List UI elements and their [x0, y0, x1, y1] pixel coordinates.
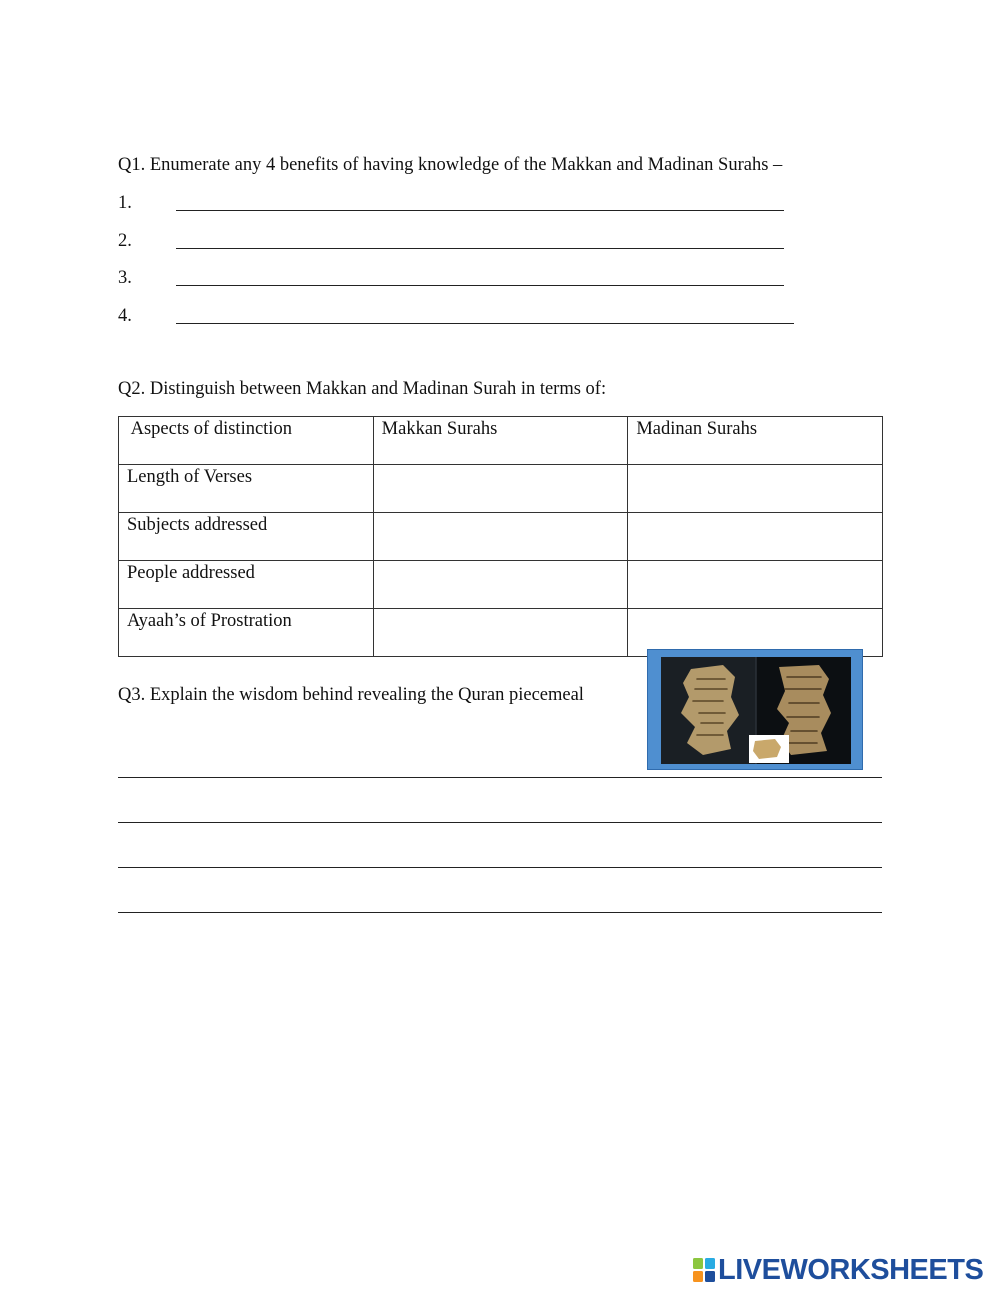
q1-answer-line-2[interactable] [176, 248, 784, 249]
q3-answer-line-2[interactable] [118, 822, 882, 823]
q2-prompt: Q2. Distinguish between Makkan and Madinan Surah in terms of: [118, 379, 607, 399]
manuscript-image [647, 649, 863, 770]
answer-cell-makkan[interactable] [373, 465, 628, 513]
answer-cell-madinan[interactable] [628, 513, 883, 561]
q1-item-number-4: 4. [118, 306, 132, 326]
row-label-prostration: Ayaah’s of Prostration [119, 609, 374, 657]
q3-answer-line-4[interactable] [118, 912, 882, 913]
q3-answer-line-3[interactable] [118, 867, 882, 868]
liveworksheets-logo-text: LIVEWORKSHEETS [718, 1253, 984, 1286]
header-aspects: Aspects of distinction [119, 417, 374, 465]
table-row [119, 561, 883, 609]
table-row [119, 513, 883, 561]
answer-cell-madinan[interactable] [628, 465, 883, 513]
q1-answer-line-1[interactable] [176, 210, 784, 211]
table-row [119, 465, 883, 513]
header-madinan: Madinan Surahs [628, 417, 883, 465]
q1-prompt: Q1. Enumerate any 4 benefits of having knowledge of the Makkan and Madinan Surahs – [118, 155, 783, 175]
liveworksheets-logo [693, 1255, 983, 1285]
q1-answer-line-4[interactable] [176, 323, 794, 324]
answer-cell-madinan[interactable] [628, 561, 883, 609]
q1-item-number-1: 1. [118, 193, 132, 213]
table-header-row [119, 417, 883, 465]
row-label-people: People addressed [119, 561, 374, 609]
q3-prompt: Q3. Explain the wisdom behind revealing the Quran piecemeal [118, 685, 584, 705]
answer-cell-makkan[interactable] [373, 513, 628, 561]
row-label-length: Length of Verses [119, 465, 374, 513]
manuscript-fragments-graphic [661, 657, 851, 764]
q1-item-number-3: 3. [118, 268, 132, 288]
manuscript-photo [661, 657, 851, 764]
answer-cell-makkan[interactable] [373, 609, 628, 657]
header-makkan: Makkan Surahs [373, 417, 628, 465]
q1-item-number-2: 2. [118, 231, 132, 251]
row-label-subjects: Subjects addressed [119, 513, 374, 561]
distinction-table [118, 416, 883, 657]
q1-answer-line-3[interactable] [176, 285, 784, 286]
liveworksheets-logo-icon [693, 1258, 715, 1282]
q3-answer-line-1[interactable] [118, 777, 882, 778]
answer-cell-makkan[interactable] [373, 561, 628, 609]
